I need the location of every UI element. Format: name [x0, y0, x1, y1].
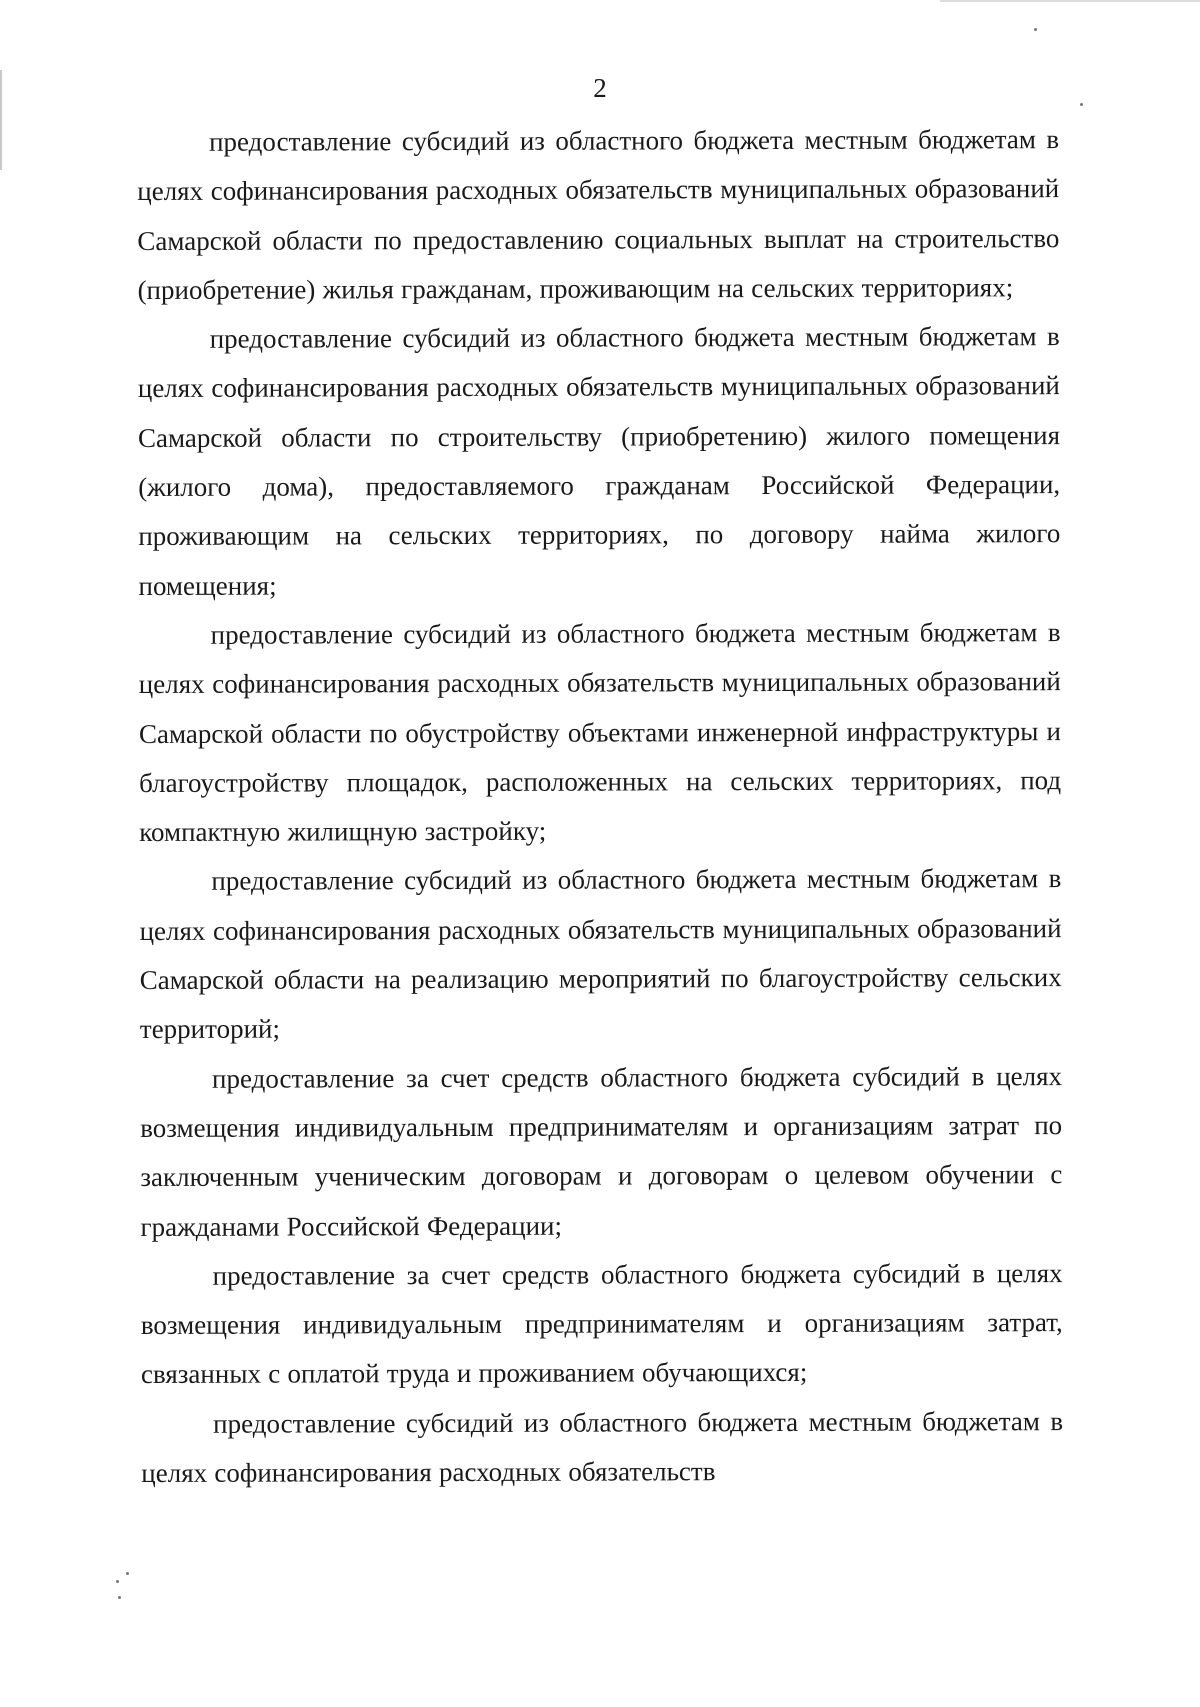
scan-speck [1034, 28, 1037, 31]
scan-speck [116, 1580, 119, 1583]
paragraph: предоставление субсидий из областного бюджета местным бюджетам в целях софинансирования расходных обязательств муниципальных образований Самарской области по предоставлению социальных выплат на строительство (приобретение) жилья гражданам, проживающим на сельских территориях; [137, 124, 1060, 305]
paragraph: предоставление субсидий из областного бюджета местным бюджетам в целях софинансирования расходных обязательств муниципальных образований Самарской области по строительству (приобретению) жилого помещения (жилого дома), предоставляемого гражданам Российской Федерации, проживающим на сельских территориях, по договору найма жилого помещения; [137, 321, 1061, 601]
page-number: 2 [593, 73, 607, 103]
paragraph: предоставление субсидий из областного бюджета местным бюджетам в целях софинансирования расходных обязательств [141, 1405, 1064, 1489]
paragraph: предоставление субсидий из областного бюджета местным бюджетам в целях софинансирования расходных обязательств муниципальных образований Самарской области по обустройству объектами инженерной инфраструктуры и благоустройству площадок, расположенных на сельских территориях, под компактную жилищную застройку; [138, 617, 1062, 848]
document-body [137, 115, 1063, 1498]
paragraph: предоставление за счет средств областного бюджета субсидий в целях возмещения индивидуальным предпринимателям и организациям затрат по заключенным ученическим договорам и договорам о целевом обучении с гражданами Российской Федерации; [140, 1060, 1063, 1242]
paragraph: предоставление субсидий из областного бюджета местным бюджетам в целях софинансирования расходных обязательств муниципальных образований Самарской области на реализацию мероприятий по благоустройству сельских территорий; [139, 863, 1062, 1045]
scan-speck [126, 1572, 129, 1575]
paragraph: предоставление за счет средств областного бюджета субсидий в целях возмещения индивидуальным предпринимателям и организациям затрат, связанных с оплатой труда и проживанием обучающихся; [140, 1257, 1063, 1390]
scan-speck [118, 1596, 121, 1599]
scan-edge-mark [940, 0, 1200, 2]
